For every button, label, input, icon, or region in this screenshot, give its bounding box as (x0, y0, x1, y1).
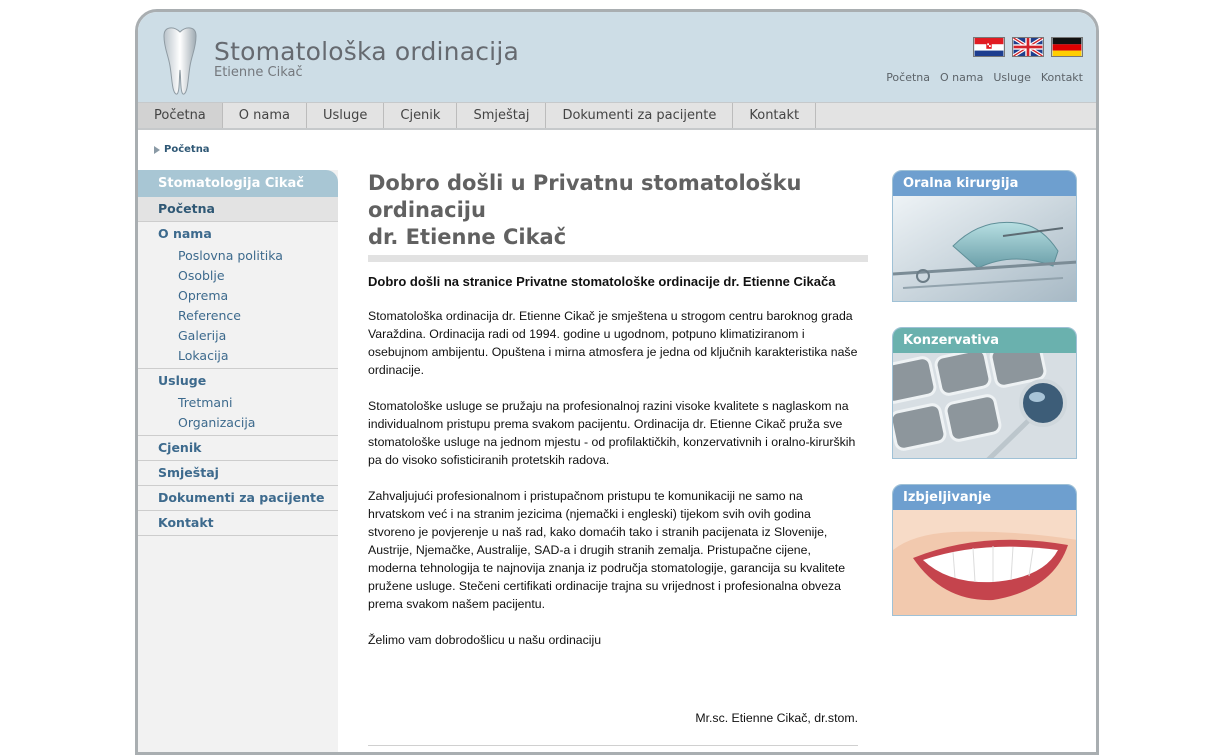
sidebar-sub-organizacija[interactable]: Organizacija (178, 415, 256, 430)
paragraph-1: Stomatološka ordinacija dr. Etienne Cikač je smještena u strogom centru baroknog grada Varaždina. Ordinacija radi od 1994. godine u ugodnom, potpuno klimatiziranom i osebujnom ambijentu. Opuštena i mirna atmosfera je jedna od ključnih karakteristika naše ordinacije. (368, 309, 858, 377)
signature: Mr.sc. Etienne Cikač, dr.stom. (695, 711, 858, 725)
sidebar-item-kontakt[interactable]: Kontakt (138, 511, 338, 536)
site-header (138, 12, 1096, 102)
site-subtitle: Etienne Cikač (214, 65, 303, 80)
page-title-line1: Dobro došli u Privatnu stomatološku ordinaciju (368, 171, 802, 222)
uk-flag-icon[interactable] (1012, 37, 1044, 57)
tooth-logo-icon (160, 26, 200, 96)
breadcrumb (154, 144, 210, 155)
sidebar-sub-galerija[interactable]: Galerija (178, 328, 227, 343)
sidebar-group-usluge (138, 369, 338, 436)
top-link-usluge[interactable]: Usluge (993, 71, 1031, 84)
sidebar-item-cjenik[interactable]: Cjenik (138, 436, 338, 461)
croatia-flag-icon[interactable] (973, 37, 1005, 57)
content-divider (368, 745, 858, 746)
language-flags (973, 37, 1083, 57)
nav-kontakt[interactable]: Kontakt (733, 103, 816, 128)
paragraph-4: Želimo vam dobrodošlicu u našu ordinaciju (368, 633, 602, 647)
promo-oralna-kirurgija[interactable] (892, 170, 1077, 302)
sidebar-group-onama (138, 222, 338, 369)
sidebar-item-pocetna[interactable]: Početna (138, 197, 338, 222)
smile-image (893, 510, 1077, 616)
promo-izbjeljivanje[interactable] (892, 484, 1077, 616)
sidebar-item-dokumenti[interactable]: Dokumenti za pacijente (138, 486, 338, 511)
sidebar-sub-osoblje[interactable]: Osoblje (178, 268, 225, 283)
surgery-gloves-image (893, 196, 1077, 302)
paragraph-3: Zahvaljujući profesionalnom i pristupačnom pristupu te komunikaciji ne samo na hrvatskom već i na stranim jezicima (njemački i engleski) tijekom svih ovih godina stvoreno je povjerenje u naš rad, kako domaćih tako i stranih pacijenata iz Slovenije, Austrije, Njemačke, Australije, SAD-a i drugih stranih zemalja. Pristupačne cijene, moderna tehnologija te najnovija znanja iz područja stomatologije, garancija su kvalitete pružene usluge. Stečeni certifikati ordinacije trajna su vrijednost i profesionalna obveza prema svakom našem pacijentu. (368, 489, 846, 611)
promo-title: Izbjeljivanje (893, 485, 1076, 510)
page-title (368, 170, 868, 262)
page-title-line2: dr. Etienne Cikač (368, 225, 567, 249)
nav-cjenik[interactable]: Cjenik (384, 103, 457, 128)
nav-usluge[interactable]: Usluge (307, 103, 384, 128)
nav-dokumenti[interactable]: Dokumenti za pacijente (546, 103, 733, 128)
sidebar-sub-oprema[interactable]: Oprema (178, 288, 229, 303)
sidebar-item-smjestaj[interactable]: Smještaj (138, 461, 338, 486)
sidebar (138, 170, 338, 755)
sidebar-sub-lokacija[interactable]: Lokacija (178, 348, 229, 363)
site-title: Stomatološka ordinacija (214, 37, 519, 66)
nav-onama[interactable]: O nama (223, 103, 307, 128)
xray-mirror-image (893, 353, 1077, 459)
sidebar-item-onama[interactable]: O nama (158, 226, 212, 241)
main-content (368, 170, 868, 746)
promo-title: Konzervativa (893, 328, 1076, 353)
intro-text: Dobro došli na stranice Privatne stomatološke ordinacije dr. Etienne Cikača (368, 274, 836, 289)
sidebar-sub-tretmani[interactable]: Tretmani (178, 395, 233, 410)
top-link-onama[interactable]: O nama (940, 71, 984, 84)
paragraph-2: Stomatološke usluge se pružaju na profesionalnoj razini visoke kvalitete s naglaskom na individualnom pristupu prema svakom pacijentu. Ordinacija dr. Etienne Cikač pruža sve stomatološke usluge na jednom mjestu - od profilaktičkih, konzervativnih i oralno-kirurških pa do visoko sofisticiranih protetskih radova. (368, 399, 856, 467)
breadcrumb-arrow-icon (154, 146, 160, 154)
top-link-pocetna[interactable]: Početna (886, 71, 930, 84)
sidebar-sub-poslovna-politika[interactable]: Poslovna politika (178, 248, 283, 263)
page-frame (135, 9, 1099, 755)
top-links (886, 71, 1083, 84)
top-link-kontakt[interactable]: Kontakt (1040, 71, 1083, 84)
germany-flag-icon[interactable] (1051, 37, 1083, 57)
sidebar-item-usluge[interactable]: Usluge (158, 373, 207, 388)
main-nav (138, 102, 1096, 130)
nav-smjestaj[interactable]: Smještaj (457, 103, 546, 128)
sidebar-heading: Stomatologija Cikač (138, 170, 338, 197)
promo-konzervativa[interactable] (892, 327, 1077, 459)
breadcrumb-current[interactable]: Početna (164, 144, 210, 155)
promo-title: Oralna kirurgija (893, 171, 1076, 196)
nav-pocetna[interactable]: Početna (138, 103, 223, 128)
sidebar-sub-reference[interactable]: Reference (178, 308, 241, 323)
